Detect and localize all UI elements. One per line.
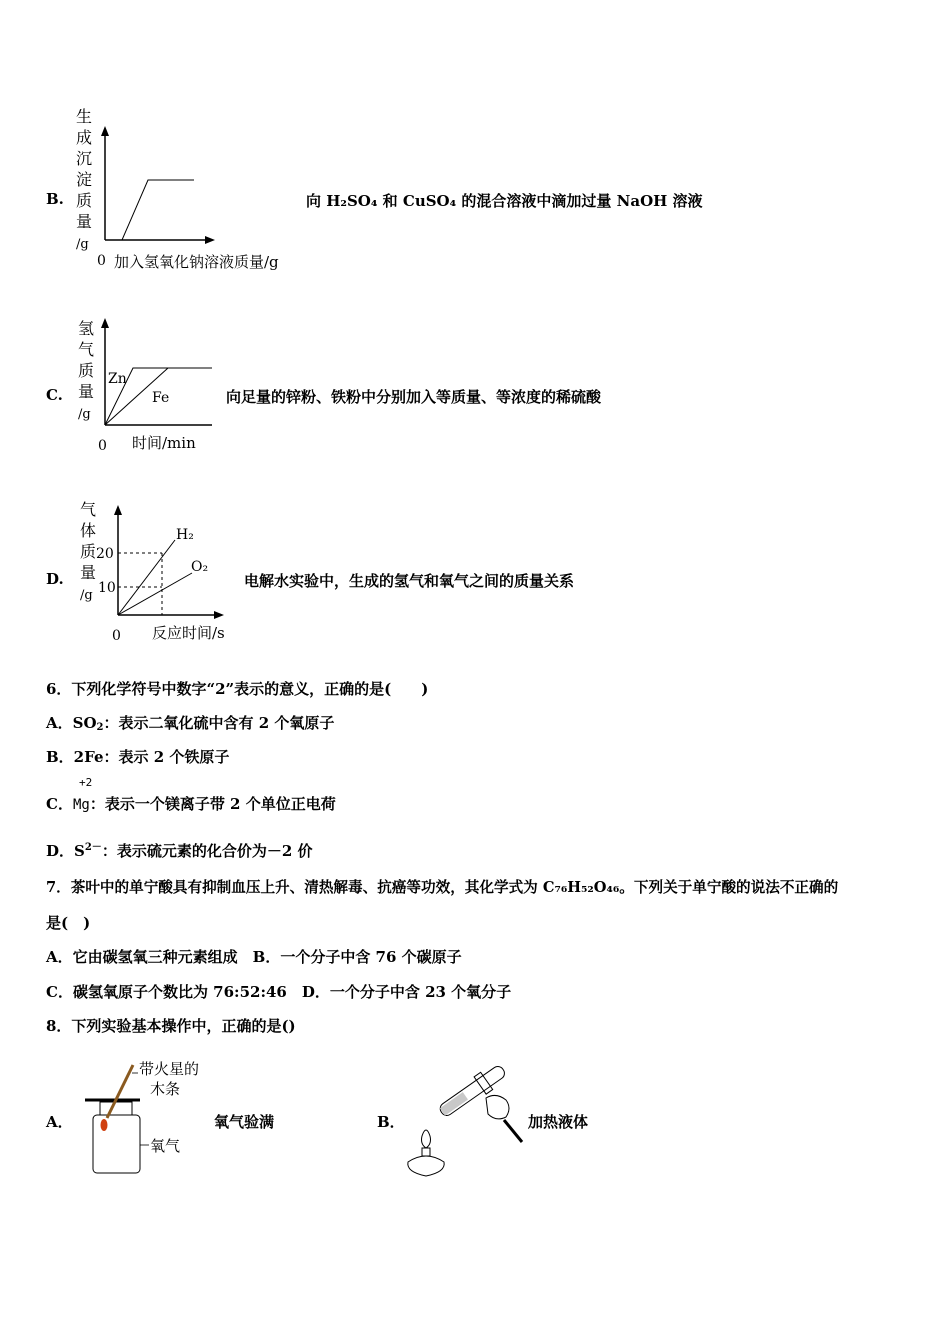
ylabel-char: 质 (78, 361, 95, 380)
q6-option-b: B．2Fe：表示 2 个铁原子 (46, 748, 230, 766)
ylabel-char: 气 (80, 500, 97, 519)
wooden-splint (107, 1065, 133, 1118)
tube-holder (474, 1072, 493, 1094)
ylabel-char: 沉 (76, 149, 93, 168)
q6-d-text: ：表示硫元素的化合价为－2 价 (101, 842, 313, 860)
q8-b-figure-heating-liquid (400, 1062, 525, 1182)
chart-d-h2-line (118, 540, 175, 615)
q6-c-prefix: C． (46, 795, 73, 813)
ylabel-char: 淀 (76, 170, 93, 189)
ylabel-char: 成 (76, 128, 93, 147)
chart-d-o2-line (118, 573, 192, 615)
label-splint-2: 木条 (150, 1080, 181, 1098)
q6-d-sup: 2－ (84, 842, 102, 853)
hand (486, 1095, 509, 1118)
chart-d-tick-20: 20 (96, 546, 114, 562)
ylabel-char: 量 (78, 382, 95, 401)
ylabel-char: 体 (80, 521, 97, 540)
q6-stem: 6．下列化学符号中数字“2”表示的意义，正确的是( ) (46, 680, 429, 698)
ylabel-char: /g (78, 407, 91, 422)
option-b-letter: B. (46, 190, 64, 208)
ylabel-char: 量 (80, 563, 97, 582)
chart-d-electrolysis (70, 495, 250, 650)
chart-b-y-arrow (101, 126, 109, 136)
test-tube (436, 1062, 509, 1121)
q6-option-d (46, 840, 312, 861)
chart-d-tick-10: 10 (98, 580, 116, 596)
ylabel-char: 气 (78, 340, 95, 359)
q8-a-caption: 氧气验满 (214, 1113, 275, 1131)
chart-d-origin: 0 (112, 628, 121, 644)
lamp-wick (422, 1148, 430, 1156)
alcohol-lamp (408, 1156, 444, 1176)
q6-a-prefix: A．SO (46, 714, 97, 732)
q7-stem-line1: 7．茶叶中的单宁酸具有抑制血压上升、清热解毒、抗癌等功效，其化学式为 C₇₆H₅₂O₄₆。下列关于单宁酸的说法不正确的 (46, 879, 839, 896)
option-c-text: 向足量的锌粉、铁粉中分别加入等质量、等浓度的稀硫酸 (226, 388, 602, 406)
chart-c-y-arrow (101, 318, 109, 328)
chart-d-h2-label: H₂ (176, 527, 194, 543)
chart-b-line (122, 180, 194, 240)
bottle-neck (100, 1102, 132, 1115)
q7-options-cd: C．碳氢氧原子个数比为 76:52:46 D．一个分子中含 23 个氧分子 (46, 983, 512, 1001)
chart-c-zn-label: Zn (108, 371, 127, 387)
q8-a-figure-oxygen-test (80, 1055, 220, 1180)
q6-option-a (46, 712, 334, 733)
ylabel-char: 质 (80, 542, 97, 561)
chart-c-hydrogen (70, 310, 230, 460)
ylabel-char: /g (80, 588, 93, 603)
flame (422, 1130, 431, 1148)
ylabel-char: /g (76, 237, 89, 252)
chart-c-origin: 0 (98, 438, 107, 454)
q6-c-text: ：表示一个镁离子带 2 个单位正电荷 (89, 795, 336, 813)
chart-b-xlabel: 加入氢氧化钠溶液质量/g (114, 253, 279, 271)
ylabel-char: 量 (76, 212, 93, 231)
q6-c-symbol: Mg (72, 797, 90, 813)
label-splint-1: 带火星的 (139, 1060, 200, 1078)
q8-stem: 8．下列实验基本操作中，正确的是() (46, 1017, 296, 1035)
holder-handle (504, 1120, 522, 1142)
ylabel-char: 氢 (78, 319, 95, 338)
chart-d-ylabel (80, 500, 96, 603)
chart-c-xlabel: 时间/min (132, 434, 196, 452)
option-d-letter: D. (46, 570, 64, 588)
chart-b-origin: 0 (97, 253, 106, 269)
q8-a-letter: A． (46, 1113, 73, 1131)
splint-spark (101, 1119, 108, 1131)
q6-a-text: ：表示二氧化硫中含有 2 个氧原子 (103, 714, 335, 732)
q6-a-sub: 2 (96, 722, 104, 733)
option-c-letter: C. (46, 386, 63, 404)
chart-b-x-arrow (205, 236, 215, 244)
q8-b-caption: 加热液体 (528, 1113, 589, 1131)
chart-d-x-arrow (214, 611, 224, 619)
q6-c-charge: +2 (79, 776, 93, 789)
ylabel-char: 质 (76, 191, 93, 210)
chart-d-o2-label: O₂ (191, 559, 209, 575)
q6-d-prefix: D．S (46, 842, 85, 860)
q7-options-ab: A．它由碳氢氧三种元素组成 B．一个分子中含 76 个碳原子 (46, 948, 462, 966)
chart-d-y-arrow (114, 505, 122, 515)
chart-b-ylabel (76, 107, 92, 252)
option-b-text: 向 H₂SO₄ 和 CuSO₄ 的混合溶液中滴加过量 NaOH 溶液 (306, 192, 703, 210)
q6-option-c (46, 793, 336, 814)
q7-stem-line2: 是( ) (46, 914, 91, 932)
label-oxygen: 氧气 (150, 1137, 181, 1155)
chart-d-xlabel: 反应时间/s (152, 624, 225, 642)
option-d-text: 电解水实验中，生成的氢气和氧气之间的质量关系 (244, 572, 575, 590)
chart-c-fe-label: Fe (152, 390, 170, 406)
gas-bottle (93, 1115, 140, 1173)
ylabel-char: 生 (76, 107, 93, 126)
chart-c-ylabel (78, 319, 94, 422)
chart-b-precipitate (70, 100, 310, 275)
q8-b-letter: B． (377, 1113, 405, 1131)
